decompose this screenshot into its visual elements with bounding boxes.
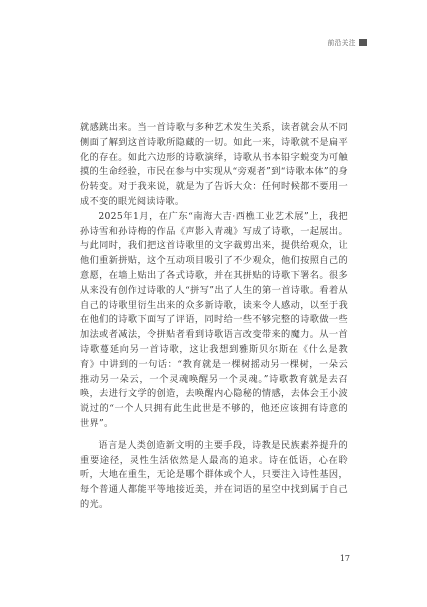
paragraph-continued: 就感跳出来。当一首诗歌与多种艺术发生关系，读者就会从不同侧面了解到这首诗歌所隐藏的一切。如此一来，诗歌就不是扁平化的存在。如此六边形的诗歌演绎，诗歌从书本铅字蜕变为可触摸的生命经验，市民在参与中实现从“旁观者”到“诗歌本体”的身份转变。对于我来说，就是为了告诉大众：任何时候都不要用一成不变的眼光阅读诗歌。 [80,122,348,207]
paragraph-exhibition: 2025年1月，在广东“南海大吉·西樵工业艺术展”上，我把孙诗雪和孙诗梅的作品《声影入青魂》写成了诗歌，一起展出。与此同时，我们把这首诗歌里的文字裁剪出来，提供给观众，让他们重新拼贴，这个互动项目吸引了不少观众，他们按照自己的意愿，在墙上贴出了各式诗歌，并在其拼贴的诗歌下署名。很多从来没有创作过诗歌的人“拼写”出了人生的第一首诗歌。看着从自己的诗歌里衍生出来的众多新诗歌，读来令人感动，以至于我在他们的诗歌下面写了评语，同时给一些不够完整的诗歌做一些加法或者减法，令拼贴者看到诗歌语言改变带来的魔力。从一首诗歌蔓延向另一首诗歌，这让我想到雅斯贝尔斯在《什么是教育》中讲到的一句话：“教育就是一棵树摇动另一棵树，一朵云推动另一朵云，一个灵魂唤醒另一个灵魂。”诗歌教育就是去召唤，去进行文学的创造，去唤醒内心隐秘的情感，去体会王小波说过的“一个人只拥有此生此世是不够的，他还应该拥有诗意的世界”。 [80,210,348,429]
paragraph-conclusion: 语言是人类创造新文明的主要手段，诗教是民族素养提升的重要途径，灵性生活依然是人最高的追求。诗在低语，心在聆听，大地在重生，无论是哪个群体或个人，只要注入诗性基因，每个普通人都能平等地接近美，并在词语的星空中找到属于自己的光。 [80,439,348,510]
section-mark-icon [359,39,367,46]
article-body [80,121,348,513]
section-label: 前沿关注 [327,39,356,47]
running-header [328,37,367,47]
page-number: 17 [339,554,350,563]
